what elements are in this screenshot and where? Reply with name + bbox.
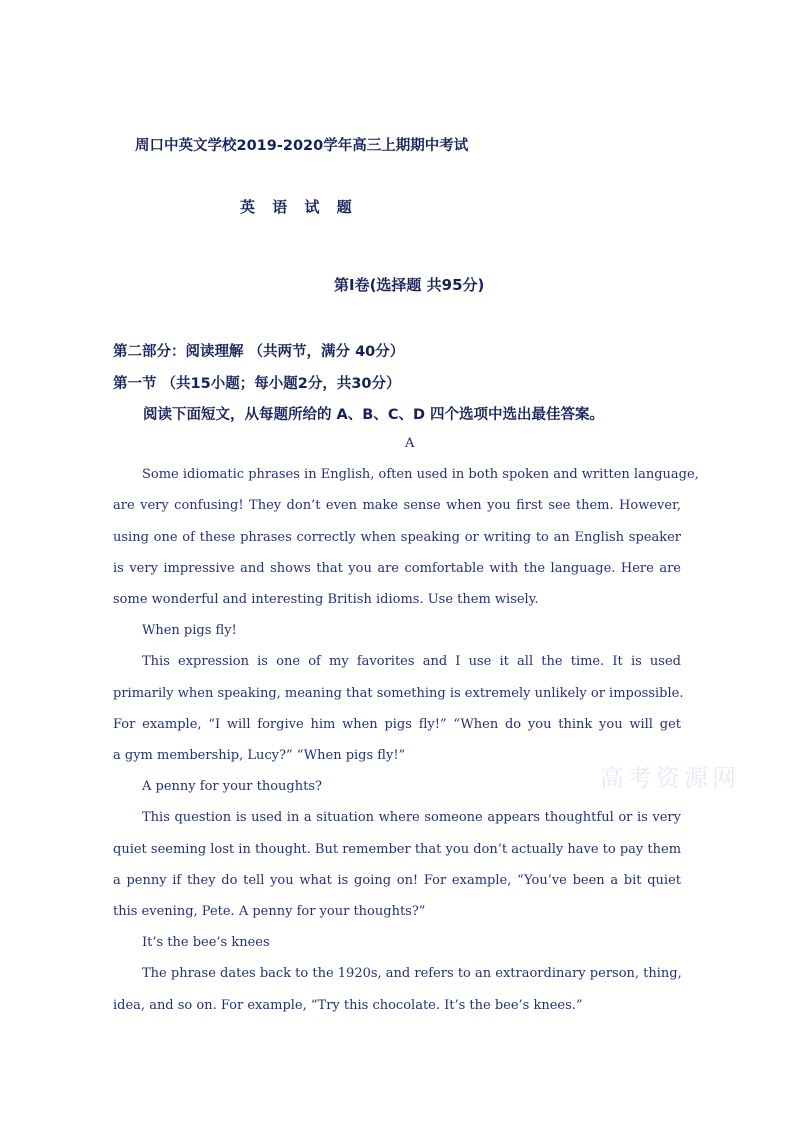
text-line: For example, “I will forgive him when pigs fly!” “When do you think you will get: [113, 716, 681, 732]
volume-heading: 第Ⅰ卷(选择题 共95分): [334, 276, 485, 294]
text-line: This question is used in a situation where someone appears thoughtful or is very: [142, 810, 681, 826]
idiom-bees-knees: [113, 927, 681, 1021]
idiom-when-pigs-fly: [113, 615, 684, 771]
exam-title: 周口中英文学校2019-2020学年高三上期期中考试: [135, 138, 469, 154]
idiom-heading: A penny for your thoughts?: [142, 779, 322, 794]
text-line: some wonderful and interesting British idioms. Use them wisely.: [113, 592, 539, 608]
text-line: this evening, Pete. A penny for your thoughts?”: [113, 904, 426, 920]
intro-paragraph: [113, 459, 699, 615]
text-line: is very impressive and shows that you are comfortable with the language. Here are: [113, 560, 681, 576]
text-line: Some idiomatic phrases in English, often used in both spoken and written language,: [142, 467, 699, 482]
text-line: idea, and so on. For example, “Try this chocolate. It’s the bee’s knees.”: [113, 997, 583, 1013]
text-line: are very confusing! They don’t even make sense when you first see them. However,: [113, 498, 681, 514]
text-line: quiet seeming lost in thought. But remember that you don’t actually have to pay them: [113, 841, 682, 857]
text-line: The phrase dates back to the 1920s, and refers to an extraordinary person, thing,: [142, 966, 682, 982]
passage-label: A: [405, 436, 415, 451]
instruction-text: 阅读下面短文，从每题所给的 A、B、C、D 四个选项中选出最佳答案。: [143, 407, 605, 423]
subject-title: 英 语 试 题: [240, 198, 358, 216]
text-line: a gym membership, Lucy?” “When pigs fly!”: [113, 748, 406, 764]
idiom-heading: It’s the bee’s knees: [142, 935, 270, 950]
section-heading: 第一节 （共15小题；每小题2分，共30分）: [113, 376, 401, 392]
text-line: a penny if they do tell you what is going on! For example, “You’ve been a bit quiet: [113, 872, 681, 888]
part-heading: 第二部分：阅读理解 （共两节，满分 40分）: [113, 344, 405, 360]
idiom-heading: When pigs fly!: [142, 623, 237, 638]
idiom-penny-for-thoughts: [113, 771, 681, 927]
text-line: This expression is one of my favorites and I use it all the time. It is used: [142, 654, 681, 670]
text-line: using one of these phrases correctly when speaking or writing to an English speaker: [113, 529, 681, 545]
text-line: primarily when speaking, meaning that something is extremely unlikely or impossible.: [113, 685, 684, 701]
watermark: 高考资源网: [600, 764, 740, 792]
